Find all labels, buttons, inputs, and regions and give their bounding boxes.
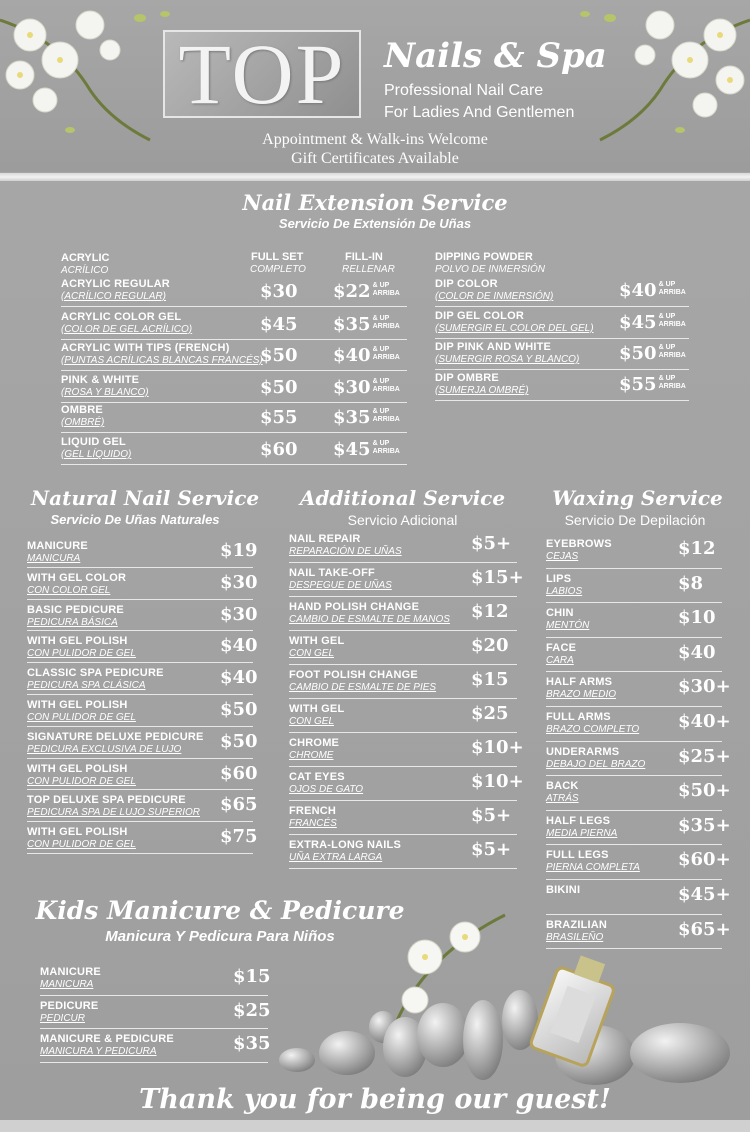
service-name-spanish: PEDICURA SPA DE LUJO SUPERIOR [27, 807, 200, 819]
service-price: $15+ [471, 567, 524, 588]
service-name-spanish: MANICURA [40, 979, 94, 990]
service-price: $40+ [678, 711, 731, 732]
up-arriba-label [373, 315, 400, 331]
menu-row [289, 805, 517, 835]
fill-in-value: $45 [333, 439, 371, 460]
header [0, 0, 750, 172]
dip-row [435, 341, 689, 370]
menu-row [40, 1033, 271, 1063]
fullset-heading-sp: COMPLETO [250, 264, 306, 275]
service-price: $19 [220, 540, 258, 561]
service-name: DIP COLOR [435, 278, 498, 290]
up-arriba-label-arriba: ARRIBA [372, 416, 400, 423]
menu-row [27, 826, 258, 854]
up-arriba-label-arriba: ARRIBA [658, 383, 686, 390]
service-name: MANICURE [40, 966, 101, 978]
service-price: $40 [678, 641, 716, 663]
menu-row [546, 676, 731, 707]
service-name-spanish: (COLOR DE GEL ACRÍLICO) [61, 324, 193, 335]
service-name-spanish: MENTÓN [546, 620, 590, 632]
service-name: BIKINI [546, 884, 581, 896]
up-arriba-label-up: & UP [372, 346, 390, 353]
dip-heading-sp: POLVO DE INMERSIÓN [435, 264, 546, 275]
service-name: PEDICURE [40, 999, 99, 1012]
service-name: EXTRA-LONG NAILS [289, 839, 401, 851]
service-price: $20 [471, 635, 509, 656]
service-name: BRAZILIAN [546, 918, 608, 931]
menu-row [27, 603, 258, 632]
fill-in-value: $30 [333, 377, 371, 398]
menu-row [546, 711, 731, 742]
menu-row [546, 642, 722, 673]
kids-subtitle: Manicura Y Pedicura Para Niños [105, 928, 335, 945]
service-name: LIPS [546, 572, 572, 585]
service-price: $30 [220, 603, 258, 625]
service-price: $45+ [678, 884, 731, 905]
acrylic-row [61, 436, 407, 465]
service-name-spanish: PEDICURA SPA CLÁSICA [27, 680, 146, 692]
fill-in-value: $22 [333, 281, 371, 302]
service-price: $25 [471, 703, 509, 724]
full-set-price: $50 [260, 345, 298, 366]
service-name: CHIN [546, 607, 574, 620]
dip-row [435, 278, 689, 307]
brand-name: Nails & Spa [384, 36, 607, 76]
kids-title: Kids Manicure & Pedicure [35, 896, 405, 925]
service-name: TOP DELUXE SPA PEDICURE [27, 794, 186, 807]
service-price: $10+ [471, 737, 524, 758]
service-name-spanish: PEDICUR [40, 1012, 86, 1024]
dip-price-value: $55 [619, 374, 657, 395]
service-name: WITH GEL [289, 703, 345, 715]
service-name: ACRYLIC COLOR GEL [61, 311, 182, 323]
service-name: WITH GEL COLOR [27, 571, 127, 584]
fill-in-price [333, 281, 400, 302]
service-price: $40 [220, 635, 258, 657]
fill-in-value: $40 [333, 345, 371, 366]
service-name-spanish: CON GEL [289, 648, 335, 659]
dip-price-value: $50 [619, 343, 657, 364]
acrylic-row [61, 342, 407, 371]
service-price: $30 [220, 571, 258, 593]
dip-row [435, 310, 689, 339]
dip-price [619, 374, 686, 395]
up-arriba-label [373, 346, 400, 362]
service-name: WITH GEL POLISH [27, 826, 128, 839]
natural-subtitle: Servicio De Uñas Naturales [50, 512, 220, 527]
fill-in-price [333, 345, 400, 366]
service-name-spanish: (GEL LÍQUIDO) [61, 449, 132, 460]
menu-row [546, 538, 722, 569]
additional-title: Additional Service [299, 486, 506, 510]
service-name-spanish: PEDICURA EXCLUSIVA DE LUJO [27, 743, 182, 755]
service-name: WITH GEL [289, 635, 345, 647]
additional-subtitle: Servicio Adicional [347, 512, 458, 528]
service-name: SIGNATURE DELUXE PEDICURE [27, 730, 204, 743]
service-price: $12 [678, 538, 716, 559]
up-arriba-label-up: & UP [658, 281, 676, 288]
waxing-title: Waxing Service [552, 486, 723, 510]
full-set-price: $30 [260, 281, 298, 302]
service-name: FULL LEGS [546, 849, 609, 862]
service-name-spanish: CAMBIO DE ESMALTE DE PIES [289, 682, 437, 693]
welcome-line-2: Gift Certificates Available [291, 150, 459, 167]
service-price: $25+ [678, 745, 731, 767]
extension-subtitle: Servicio De Extensión De Uñas [278, 216, 472, 231]
dip-heading: DIPPING POWDER [435, 251, 533, 263]
header-divider [0, 173, 750, 181]
acrylic-heading: ACRYLIC [61, 252, 110, 264]
service-name: FRENCH [289, 805, 337, 817]
thank-you-message: Thank you for being our guest! [139, 1084, 611, 1115]
up-arriba-label [373, 378, 400, 394]
service-price: $50 [220, 699, 258, 720]
service-name: OMBRE [61, 404, 103, 416]
service-price: $35+ [678, 814, 731, 836]
service-price: $5+ [471, 533, 512, 554]
up-arriba-label-up: & UP [372, 408, 390, 415]
service-name: CLASSIC SPA PEDICURE [27, 667, 164, 680]
up-arriba-label-up: & UP [658, 375, 676, 382]
waxing-subtitle: Servicio De Depilación [564, 512, 706, 528]
service-price: $35 [233, 1033, 271, 1054]
service-name: PINK & WHITE [61, 374, 140, 386]
welcome-line-1: Appointment & Walk-ins Welcome [262, 131, 488, 148]
service-name-spanish: DESPEGUE DE UÑAS [289, 580, 392, 591]
service-price: $65+ [678, 918, 731, 940]
service-price: $12 [471, 601, 509, 622]
dip-row [435, 372, 689, 401]
service-price: $60 [220, 762, 258, 784]
menu-row [546, 814, 731, 846]
service-name-spanish: UÑA EXTRA LARGA [289, 852, 383, 863]
service-name-spanish: (SUMERGIR EL COLOR DEL GEL) [435, 323, 594, 334]
up-arriba-label-up: & UP [372, 440, 390, 447]
service-price: $15 [471, 669, 509, 690]
service-name-spanish: BRAZO COMPLETO [546, 724, 640, 735]
menu-row [27, 540, 258, 568]
service-price: $8 [678, 572, 704, 594]
service-price: $10 [678, 607, 716, 629]
service-name: FULL ARMS [546, 711, 611, 723]
full-set-price: $45 [260, 314, 298, 335]
service-name-spanish: CON PULIDOR DE GEL [27, 775, 136, 787]
service-name-spanish: MEDIA PIERNA [546, 827, 618, 839]
menu-row [546, 607, 722, 638]
up-arriba-label [373, 440, 400, 456]
menu-row [27, 667, 258, 695]
service-name-spanish: OJOS DE GATO [289, 784, 364, 795]
service-name-spanish: (OMBRÉ) [61, 417, 105, 428]
up-arriba-label-arriba: ARRIBA [372, 323, 400, 330]
service-name: HAND POLISH CHANGE [289, 601, 420, 613]
service-name: MANICURE & PEDICURE [40, 1033, 174, 1045]
service-name: CHROME [289, 737, 340, 749]
service-name-spanish: CON PULIDOR DE GEL [27, 839, 136, 851]
menu-row [289, 533, 517, 563]
fill-in-price [333, 377, 400, 398]
acrylic-row [61, 404, 407, 433]
acrylic-heading-sp: ACRÍLICO [61, 265, 109, 276]
fullset-heading: FULL SET [251, 251, 304, 263]
menu-row [289, 567, 524, 597]
service-name-spanish: (PUNTAS ACRÍLICAS BLANCAS FRANCÉS) [61, 355, 263, 366]
full-set-price: $60 [260, 439, 298, 460]
up-arriba-label-up: & UP [372, 378, 390, 385]
menu-row [289, 737, 524, 767]
menu-row [289, 635, 517, 665]
up-arriba-label-arriba: ARRIBA [372, 354, 400, 361]
menu-row [289, 703, 517, 733]
up-arriba-label-arriba: ARRIBA [372, 386, 400, 393]
menu-row [546, 573, 722, 604]
service-price: $60+ [678, 849, 731, 871]
service-name: EYEBROWS [546, 538, 612, 550]
service-name: WITH GEL POLISH [27, 699, 128, 711]
service-name: FOOT POLISH CHANGE [289, 669, 418, 681]
service-price: $50 [220, 730, 258, 752]
tagline-line-2: For Ladies And Gentlemen [384, 104, 575, 121]
up-arriba-label-up: & UP [372, 282, 390, 289]
service-name-spanish: BRAZO MEDIO [546, 689, 617, 701]
service-name: ACRYLIC WITH TIPS (FRENCH) [61, 342, 230, 354]
acrylic-row [61, 311, 407, 340]
service-name: BACK [546, 780, 579, 793]
service-name: WITH GEL POLISH [27, 762, 128, 775]
fill-in-value: $35 [333, 407, 371, 428]
service-name: DIP OMBRE [435, 372, 499, 384]
menu-row [546, 849, 731, 880]
menu-row [27, 730, 258, 759]
up-arriba-label [373, 282, 400, 298]
service-name-spanish: MANICURA [27, 553, 81, 564]
service-name-spanish: (SUMERJA OMBRÉ) [435, 385, 529, 396]
service-name-spanish: (ACRÍLICO REGULAR) [61, 291, 167, 302]
up-arriba-label-arriba: ARRIBA [658, 321, 686, 328]
up-arriba-label [659, 313, 686, 329]
tagline [384, 80, 574, 124]
menu-row [289, 601, 517, 631]
menu-row [27, 699, 258, 727]
service-name-spanish: PEDICURA BÁSICA [27, 616, 118, 628]
service-price: $30+ [678, 676, 731, 698]
logo [163, 26, 361, 122]
service-name: FACE [546, 641, 577, 654]
up-arriba-label-up: & UP [372, 315, 390, 322]
service-price: $5+ [471, 839, 512, 860]
fill-in-value: $35 [333, 314, 371, 335]
spa-stones-decoration [275, 895, 750, 1095]
menu-row [289, 669, 517, 699]
menu-row [546, 745, 731, 777]
menu-row [27, 762, 258, 791]
up-arriba-label [659, 375, 686, 391]
service-name-spanish: CEJAS [546, 551, 579, 562]
service-name: HALF ARMS [546, 676, 613, 689]
up-arriba-label-arriba: ARRIBA [658, 352, 686, 359]
service-price: $25 [233, 999, 271, 1021]
up-arriba-label-up: & UP [658, 313, 676, 320]
service-name: NAIL REPAIR [289, 533, 361, 545]
full-set-price: $55 [260, 407, 298, 428]
menu-row [40, 966, 271, 996]
service-name-spanish: (SUMERGIR ROSA Y BLANCO) [435, 354, 580, 365]
service-price: $15 [233, 966, 271, 987]
service-price: $75 [220, 826, 258, 848]
service-name: DIP PINK AND WHITE [435, 341, 552, 353]
service-name-spanish: (COLOR DE INMERSIÓN) [435, 291, 554, 302]
dip-price [619, 280, 686, 301]
service-name-spanish: REPARACIÓN DE UÑAS [289, 546, 402, 557]
service-price: $50+ [678, 780, 731, 802]
service-price: $5+ [471, 805, 512, 826]
dip-price [619, 343, 686, 364]
service-name: CAT EYES [289, 771, 345, 783]
service-name: NAIL TAKE-OFF [289, 567, 375, 579]
service-name-spanish: CON PULIDOR DE GEL [27, 648, 136, 660]
service-name-spanish: DEBAJO DEL BRAZO [546, 758, 646, 770]
service-name: MANICURE [27, 540, 88, 552]
service-name-spanish: LABIOS [546, 585, 583, 597]
menu-row [289, 839, 517, 869]
service-price: $10+ [471, 771, 524, 792]
service-name: UNDERARMS [546, 745, 620, 758]
service-name-spanish: CON GEL [289, 716, 335, 727]
service-name: HALF LEGS [546, 814, 611, 827]
acrylic-row [61, 278, 407, 307]
service-name-spanish: CON COLOR GEL [27, 584, 111, 596]
service-name-spanish: CHROME [289, 750, 334, 761]
natural-title: Natural Nail Service [30, 486, 260, 510]
menu-row [27, 635, 258, 663]
service-name: ACRYLIC REGULAR [61, 278, 170, 290]
dip-price-value: $40 [619, 280, 657, 301]
fill-in-price [333, 407, 400, 428]
fill-in-price [333, 314, 400, 335]
menu-row [27, 571, 258, 600]
bottom-band [0, 1120, 750, 1132]
fillin-heading-sp: RELLENAR [342, 264, 395, 275]
service-name-spanish: MANICURA Y PEDICURA [40, 1046, 157, 1057]
fill-in-price [333, 439, 400, 460]
up-arriba-label-arriba: ARRIBA [372, 448, 400, 455]
dip-price-value: $45 [619, 312, 657, 333]
menu-row [546, 780, 731, 811]
service-name-spanish: (ROSA Y BLANCO) [61, 387, 149, 398]
service-name-spanish: PIERNA COMPLETA [546, 862, 640, 874]
service-name-spanish: CARA [546, 654, 574, 666]
logo-text: TOP [178, 26, 346, 122]
menu-row [40, 999, 271, 1030]
up-arriba-label-arriba: ARRIBA [372, 290, 400, 297]
service-name-spanish: CON PULIDOR DE GEL [27, 712, 136, 723]
up-arriba-label-arriba: ARRIBA [658, 289, 686, 296]
service-name-spanish: BRASILEÑO [546, 931, 604, 943]
up-arriba-label [373, 408, 400, 424]
service-name: WITH GEL POLISH [27, 635, 128, 648]
up-arriba-label [659, 281, 686, 297]
service-name: LIQUID GEL [61, 436, 126, 448]
tagline-line-1: Professional Nail Care [384, 82, 544, 99]
service-price: $40 [220, 667, 258, 689]
menu-row [27, 794, 258, 822]
up-arriba-label-up: & UP [658, 344, 676, 351]
service-name-spanish: FRANCÉS [289, 818, 337, 829]
service-name: DIP GEL COLOR [435, 310, 524, 322]
full-set-price: $50 [260, 377, 298, 398]
service-name-spanish: CAMBIO DE ESMALTE DE MANOS [289, 614, 450, 625]
dip-price [619, 312, 686, 333]
service-price: $65 [220, 794, 258, 816]
extension-title: Nail Extension Service [242, 190, 508, 215]
fillin-heading: FILL-IN [345, 251, 383, 263]
service-name-spanish: ATRÁS [546, 793, 579, 805]
acrylic-row [61, 374, 407, 403]
menu-row [289, 771, 524, 801]
service-name: BASIC PEDICURE [27, 603, 124, 616]
up-arriba-label [659, 344, 686, 360]
